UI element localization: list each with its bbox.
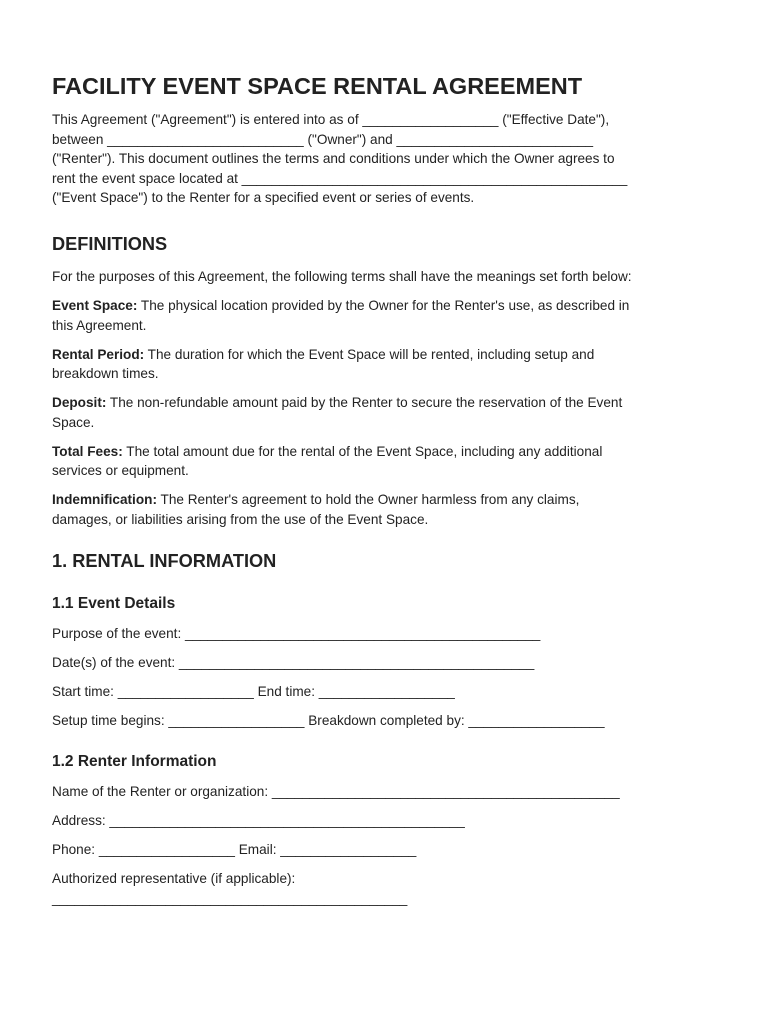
definitions-lead: For the purposes of this Agreement, the following terms shall have the meanings set forth below:: [52, 268, 632, 284]
event-details-heading: 1.1 Event Details: [52, 595, 176, 613]
intro-line: ("Event Space") to the Renter for a specified event or series of events.: [52, 190, 475, 206]
definition-text: The Renter's agreement to hold the Owner harmless from any claims,: [156, 492, 580, 508]
phone-email-field: Phone: __________________ Email: __________________: [52, 841, 417, 857]
authorized-representative-label: Authorized representative (if applicable):: [52, 870, 296, 886]
setup-breakdown-field: Setup time begins: __________________ Breakdown completed by: __________________: [52, 713, 605, 729]
definition-item: [52, 296, 724, 335]
intro-line: rent the event space located at ___________________________________________________: [52, 170, 628, 186]
definition-text: breakdown times.: [52, 366, 159, 382]
document-page: [52, 70, 724, 908]
event-dates-field: Date(s) of the event: _______________________________________________: [52, 655, 535, 671]
definition-term: Event Space:: [52, 297, 138, 313]
authorized-representative-line: _______________________________________________: [52, 890, 408, 906]
definition-term: Deposit:: [52, 395, 107, 411]
definition-item: [52, 393, 724, 432]
intro-line: This Agreement ("Agreement") is entered into as of __________________ ("Effective Date"),: [52, 112, 610, 127]
intro-paragraph: [52, 110, 724, 208]
definition-text: The total amount due for the rental of the Event Space, including any additional: [122, 443, 603, 459]
definition-term: Rental Period:: [52, 346, 145, 362]
definition-text: The non-refundable amount paid by the Renter to secure the reservation of the Event: [106, 395, 623, 411]
address-field: Address: _______________________________________________: [52, 812, 465, 828]
document-title: FACILITY EVENT SPACE RENTAL AGREEMENT: [52, 73, 583, 99]
rental-information-heading: 1. RENTAL INFORMATION: [52, 551, 277, 572]
definitions-heading: DEFINITIONS: [52, 233, 168, 254]
intro-line: between __________________________ ("Owner") and __________________________: [52, 131, 594, 147]
definition-term: Total Fees:: [52, 443, 123, 459]
definition-item: [52, 442, 724, 481]
renter-name-field: Name of the Renter or organization: ______________________________________________: [52, 784, 620, 799]
definition-text: Space.: [52, 414, 95, 430]
definition-text: services or equipment.: [52, 463, 189, 479]
definition-term: Indemnification:: [52, 492, 157, 508]
definition-item: [52, 345, 724, 384]
definition-item: [52, 490, 724, 529]
definition-text: The physical location provided by the Owner for the Renter's use, as described in: [137, 297, 630, 313]
intro-line: ("Renter"). This document outlines the terms and conditions under which the Owner agrees to: [52, 151, 615, 167]
event-times-field: Start time: __________________ End time: __________________: [52, 684, 455, 700]
renter-information-heading: 1.2 Renter Information: [52, 753, 217, 770]
definition-text: The duration for which the Event Space will be rented, including setup and: [144, 346, 595, 362]
definition-text: this Agreement.: [52, 317, 147, 333]
event-purpose-field: Purpose of the event: _______________________________________________: [52, 626, 541, 642]
definition-text: damages, or liabilities arising from the use of the Event Space.: [52, 511, 429, 527]
